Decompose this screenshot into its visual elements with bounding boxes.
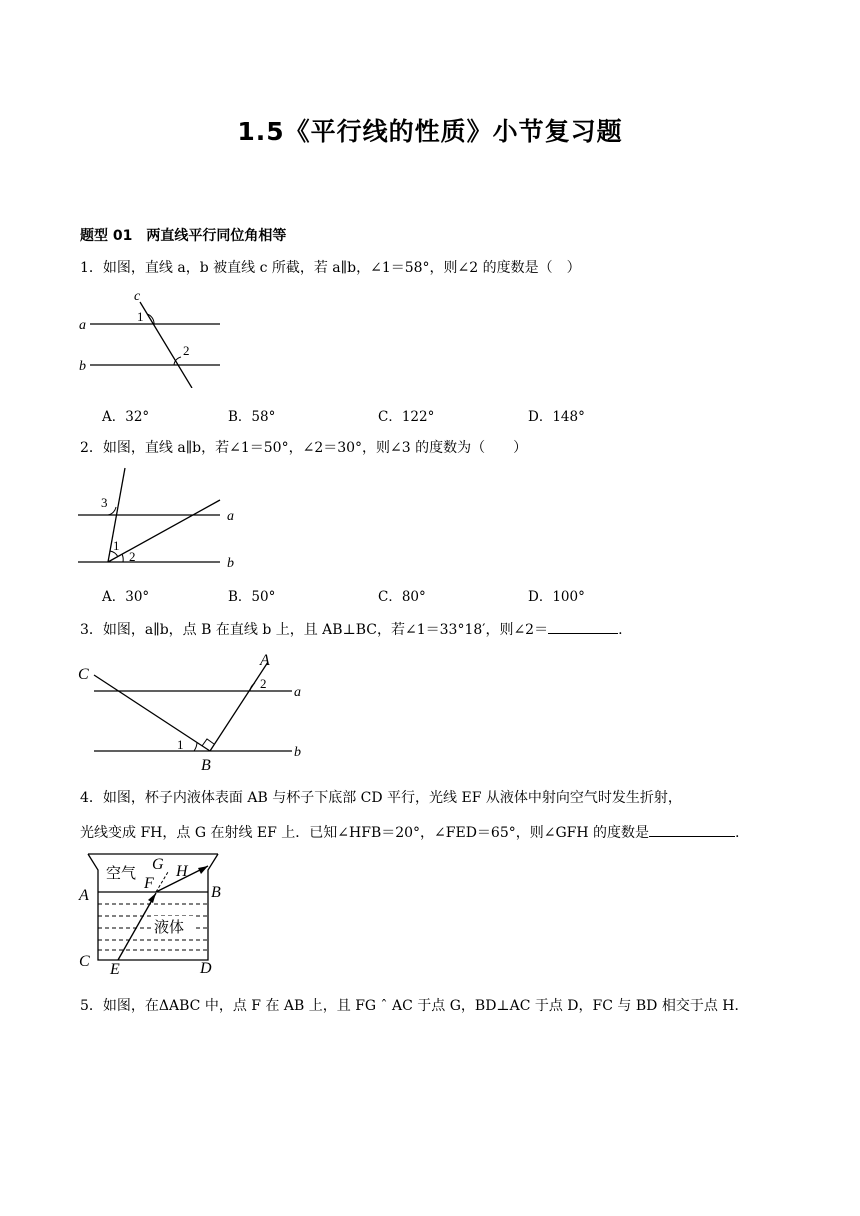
label-angle-1: 1: [113, 538, 120, 553]
label-angle-1: 1: [137, 309, 144, 324]
question-4-text: 光线变成 FH，点 G 在射线 EF 上．已知∠HFB＝20°，∠FED＝65°，则∠GFH 的度数是: [80, 825, 650, 841]
right-angle-mark: [202, 739, 214, 746]
q1-option-c[interactable]: C．122°: [378, 409, 435, 425]
angle-1-arc: [194, 742, 197, 751]
q2-option-d[interactable]: D．100°: [528, 589, 585, 605]
label-b: b: [227, 556, 234, 571]
label-c: c: [134, 289, 141, 304]
section-heading: 题型 01 两直线平行同位角相等: [80, 228, 287, 244]
label-a: a: [227, 509, 234, 524]
label-d: D: [200, 960, 212, 977]
label-c: C: [78, 666, 89, 683]
arrowhead-f: [148, 893, 156, 903]
transversal-right: [108, 500, 220, 562]
label-angle-1: 1: [177, 737, 184, 752]
label-a-point: A: [260, 652, 270, 669]
label-angle-2: 2: [183, 343, 190, 358]
question-1-figure: [70, 288, 240, 388]
label-angle-2: 2: [129, 549, 136, 564]
arrowhead-h: [198, 866, 208, 874]
label-a: a: [79, 318, 86, 333]
label-b-line: b: [294, 745, 301, 760]
label-h: H: [176, 863, 188, 880]
segment-bc: [94, 675, 210, 751]
label-liquid: 液体: [154, 920, 185, 936]
answer-blank-q3[interactable]: [548, 619, 618, 634]
question-2-text: 2．如图，直线 a∥b，若∠1＝50°，∠2＝30°，则∠3 的度数为（ ）: [80, 440, 528, 456]
q1-option-a[interactable]: A．32°: [102, 409, 150, 425]
question-5-text: 5．如图，在ΔABC 中，点 F 在 AB 上，且 FG ˆ AC 于点 G，BD⊥AC 于点 D，FC 与 BD 相交于点 H．: [80, 998, 749, 1014]
label-a: A: [79, 887, 89, 904]
question-3-line: [80, 619, 623, 640]
q1-option-d[interactable]: D．148°: [528, 409, 585, 425]
label-b: B: [211, 884, 221, 901]
question-4-line-2: [80, 822, 740, 843]
label-e: E: [110, 961, 120, 978]
label-g: G: [152, 856, 164, 873]
page-title: 1.5《平行线的性质》小节复习题: [237, 117, 623, 146]
q1-option-b[interactable]: B．58°: [228, 409, 276, 425]
q2-option-b[interactable]: B．50°: [228, 589, 276, 605]
question-4-figure: [74, 852, 244, 978]
question-4-line-1: 4．如图，杯子内液体表面 AB 与杯子下底部 CD 平行，光线 EF 从液体中射向空气时发生折射，: [80, 790, 682, 806]
label-a-line: a: [294, 685, 301, 700]
label-b: b: [79, 359, 86, 374]
label-air: 空气: [106, 866, 137, 882]
answer-blank-q4[interactable]: [649, 822, 735, 837]
label-f: F: [144, 875, 154, 892]
question-2-figure: [70, 466, 250, 574]
question-3-text: 3．如图，a∥b，点 B 在直线 b 上，且 AB⊥BC，若∠1＝33°18′，则∠2＝: [80, 622, 549, 638]
q2-option-c[interactable]: C．80°: [378, 589, 426, 605]
angle-3-arc: [108, 507, 116, 515]
question-4-end: .: [735, 825, 740, 841]
label-b-point: B: [201, 757, 211, 772]
label-c: C: [79, 953, 90, 970]
question-1-text: 1．如图，直线 a，b 被直线 c 所截，若 a∥b，∠1＝58°，则∠2 的度数是（ ）: [80, 260, 581, 276]
label-angle-2: 2: [260, 676, 267, 691]
angle-2-arc: [122, 554, 123, 562]
question-3-end: .: [618, 622, 623, 638]
question-3-figure: [72, 650, 312, 772]
label-angle-3: 3: [101, 495, 108, 510]
q2-option-a[interactable]: A．30°: [102, 589, 150, 605]
